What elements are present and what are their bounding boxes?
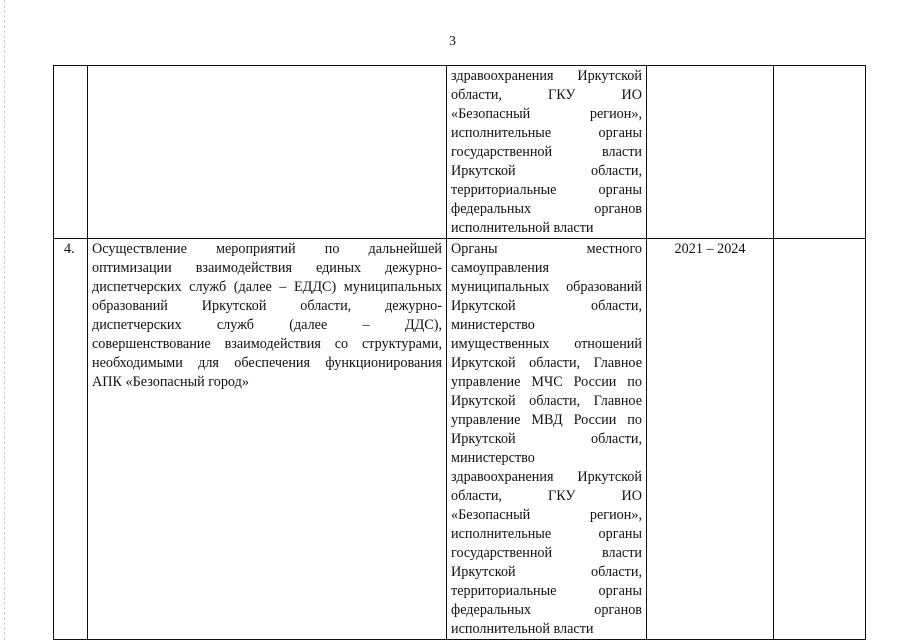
page-number: 3 <box>449 34 456 49</box>
text-line: здравоохранения Иркутской <box>451 68 642 84</box>
text-line: Иркутской области, Главное <box>451 393 642 409</box>
text-line: управление МВД России по <box>451 412 642 428</box>
period-cell <box>647 66 774 239</box>
row-number-cell <box>54 66 88 239</box>
text-line: территориальные органы <box>451 182 642 198</box>
text-line: области, ГКУ ИО <box>451 87 642 103</box>
text-line: Иркутской области, <box>451 431 642 447</box>
text-line: необходимыми для обеспечения функционирования <box>92 355 442 371</box>
text-line: Осуществление мероприятий по дальнейшей <box>92 241 442 257</box>
text-line: «Безопасный регион», <box>451 106 642 122</box>
text-line: здравоохранения Иркутской <box>451 469 642 485</box>
text-line: диспетчерских служб (далее – ЕДДС) муниципальных <box>92 279 442 295</box>
text-line: Иркутской области, <box>451 298 642 314</box>
text-line: министерство <box>451 450 535 466</box>
text-line: диспетчерских служб (далее – ДДС), <box>92 317 442 333</box>
text-line: самоуправления <box>451 260 549 276</box>
period-cell: 2021 – 2024 <box>647 239 774 640</box>
text-line: исполнительной власти <box>451 220 594 236</box>
measure-description-cell <box>88 66 447 239</box>
text-line: исполнительные органы <box>451 526 642 542</box>
text-line: министерство <box>451 317 535 333</box>
text-line: государственной власти <box>451 545 642 561</box>
executors-cell <box>447 66 647 239</box>
executors-cell <box>447 239 647 640</box>
notes-cell <box>774 239 866 640</box>
text-line: управление МЧС России по <box>451 374 642 390</box>
text-line: федеральных органов <box>451 602 642 618</box>
text-line: Иркутской области, <box>451 564 642 580</box>
text-line: Иркутской области, <box>451 163 642 179</box>
text-line: Органы местного <box>451 241 642 257</box>
text-line: исполнительные органы <box>451 125 642 141</box>
table-row <box>54 239 866 640</box>
text-line: государственной власти <box>451 144 642 160</box>
text-line: имущественных отношений <box>451 336 642 352</box>
measures-table <box>53 65 866 640</box>
text-line: «Безопасный регион», <box>451 507 642 523</box>
text-line: оптимизации взаимодействия единых дежурно- <box>92 260 442 276</box>
text-line: Иркутской области, Главное <box>451 355 642 371</box>
text-line: муниципальных образований <box>451 279 642 295</box>
text-line: территориальные органы <box>451 583 642 599</box>
text-line: АПК «Безопасный город» <box>92 374 249 390</box>
table-row <box>54 66 866 239</box>
measure-description-cell <box>88 239 447 640</box>
text-line: области, ГКУ ИО <box>451 488 642 504</box>
text-line: исполнительной власти <box>451 621 594 637</box>
row-number-cell: 4. <box>54 239 88 640</box>
notes-cell <box>774 66 866 239</box>
text-line: совершенствование взаимодействия со структурами, <box>92 336 442 352</box>
text-line: образований Иркутской области, дежурно- <box>92 298 442 314</box>
text-line: федеральных органов <box>451 201 642 217</box>
scan-edge <box>4 0 6 640</box>
